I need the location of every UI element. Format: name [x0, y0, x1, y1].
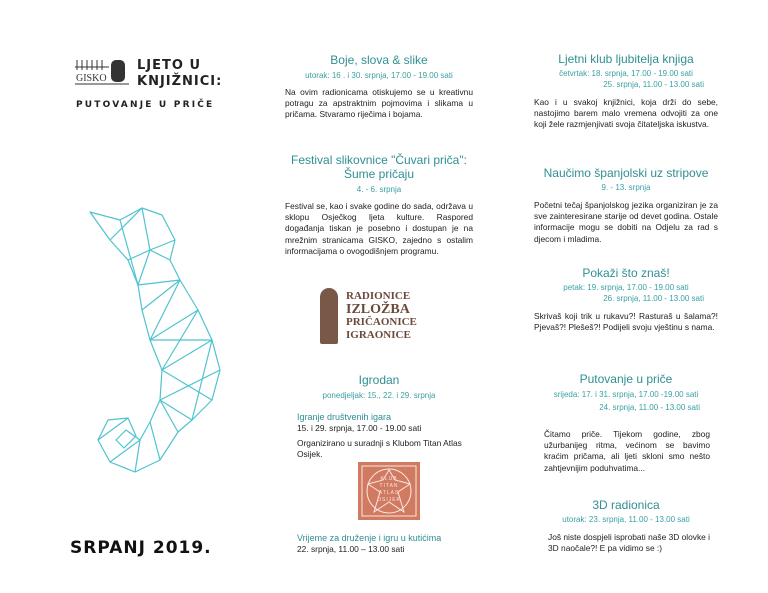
event-title: Pokaži što znaš! [582, 266, 670, 280]
cover-subtitle: PUTOVANJE U PRIČE [76, 100, 215, 110]
event-title: Ljetni klub ljubitelja knjiga [558, 52, 694, 66]
event-title: Boje, slova & slike [330, 53, 428, 67]
event-text: Početni tečaj španjolskog jezika organiziran je za sve zainteresirane starije od devet godina. Ostale informacije mogu se dobiti na Odjelu za rad s djecom i mladima. [534, 200, 718, 244]
event-date: 25. srpnja, 11.00 - 13.00 sati [603, 80, 704, 89]
gisko-logo [75, 58, 129, 88]
event-putovanje-u-price [534, 372, 718, 474]
image-text: IZLOŽBA [346, 302, 410, 317]
event-spanjolski [534, 166, 718, 245]
event-date: ponedjeljak: 15., 22. i 29. srpnja [322, 391, 436, 400]
event-date: utorak: 16 . i 30. srpnja, 17.00 - 19.00 sati [305, 71, 453, 80]
logo-text: ATLAS [378, 490, 400, 496]
event-3d-radionica [534, 498, 718, 554]
cover-title-line1: LJETO U [137, 58, 202, 73]
event-title: Naučimo španjolski uz stripove [543, 166, 709, 180]
event-text: Festival se, kao i svake godine do sada, održava u sklopu Osječkog ljeta kulture. Raspored događanja tiskan je posebno i dostupan je na mrežnim stranicama GISKO, zajedno s ostalim informacijama o ovogodišnjem programu. [285, 201, 473, 256]
cover-title [137, 58, 222, 90]
event-date: četvrtak: 18. srpnja, 17.00 - 19.00 sati [559, 69, 693, 78]
logo-text: KLUB [380, 476, 398, 482]
logo-text: TITAN [379, 483, 399, 489]
sub-title: Vrijeme za druženje i igru u kutićima [297, 533, 442, 543]
igrodan-sub2 [297, 532, 477, 555]
sub-title: Igranje društvenih igara [297, 412, 392, 422]
event-text: Čitamo priče. Tijekom godine, zbog užurbanijeg ritma, većinom se bavimo kraćim pričama, ali ljeti skloni smo nešto zahtjevnijim poduhvatima... [544, 429, 710, 473]
klub-titan-logo [358, 462, 420, 520]
event-text: Kao i u svakoj knjižnici, koja drži do sebe, nastojimo barem malo vremena odvojiti za one koji žele razmjenjivati svoja čitateljska iskustva. [534, 97, 718, 130]
event-text: Na ovim radionicama otiskujemo se u kreativnu potragu za apstraktnim pojmovima i slikama u pričama. Stvaramo riječima i bojama. [285, 87, 473, 120]
event-title: Igrodan [358, 373, 400, 387]
event-pokazi-sto-znas [534, 266, 718, 333]
event-title: 3D radionica [592, 498, 660, 512]
keyhole-graphic [320, 288, 338, 344]
event-title: Putovanje u priče [579, 372, 673, 386]
sub-date: 15. i 29. srpnja, 17.00 - 19.00 sati [297, 423, 422, 433]
event-date: 26. srpnja, 11.00 - 13.00 sati [603, 294, 704, 303]
event-text: Još niste dospjeli isprobati naše 3D olovke i 3D naočale?! E pa vidimo se :) [548, 532, 711, 554]
event-text: Skrivaš koji trik u rukavu?! Rasturaš u šalama?! Pjevaš?! Plešeš?! Podijeli svoju vještinu s nama. [534, 311, 718, 333]
event-date: 9. - 13. srpnja [601, 183, 651, 192]
image-text: PRIČAONICE [346, 316, 417, 328]
event-date: srijeda: 17. i 31. srpnja, 17.00 -19.00 sati [553, 390, 699, 399]
event-date: 24. srpnja, 11.00 - 13.00 sati [599, 403, 700, 412]
sub-date: 22. srpnja, 11.00 – 13.00 sati [297, 544, 405, 554]
event-ljetni-klub [534, 52, 718, 131]
event-title: Festival slikovnice "Čuvari priča": Šume pričaju [291, 153, 467, 181]
cover-title-line2: KNJIŽNICI: [137, 74, 223, 89]
event-boje-slova-slike [285, 53, 473, 121]
image-text: RADIONICE [346, 290, 411, 302]
cover-month: SRPANJ 2019. [70, 538, 212, 558]
svg-text:GISKO: GISKO [76, 73, 107, 84]
festival-image [316, 282, 446, 352]
logo-text: OSIJEK [377, 497, 401, 503]
event-date: petak: 19. srpnja, 17.00 - 19.00 sati [563, 283, 689, 292]
sub-text: Organizirano u suradnji s Klubom Titan Atlas Osijek. [297, 438, 462, 460]
image-text: IGRAONICE [346, 329, 411, 341]
event-igrodan [285, 373, 473, 401]
event-date: utorak: 23. srpnja, 11.00 - 13.00 sati [562, 515, 690, 524]
seahorse-illustration [80, 200, 230, 485]
event-festival-slikovnice [285, 153, 473, 257]
igrodan-sub1 [297, 411, 467, 461]
event-date: 4. - 6. srpnja [356, 185, 402, 194]
